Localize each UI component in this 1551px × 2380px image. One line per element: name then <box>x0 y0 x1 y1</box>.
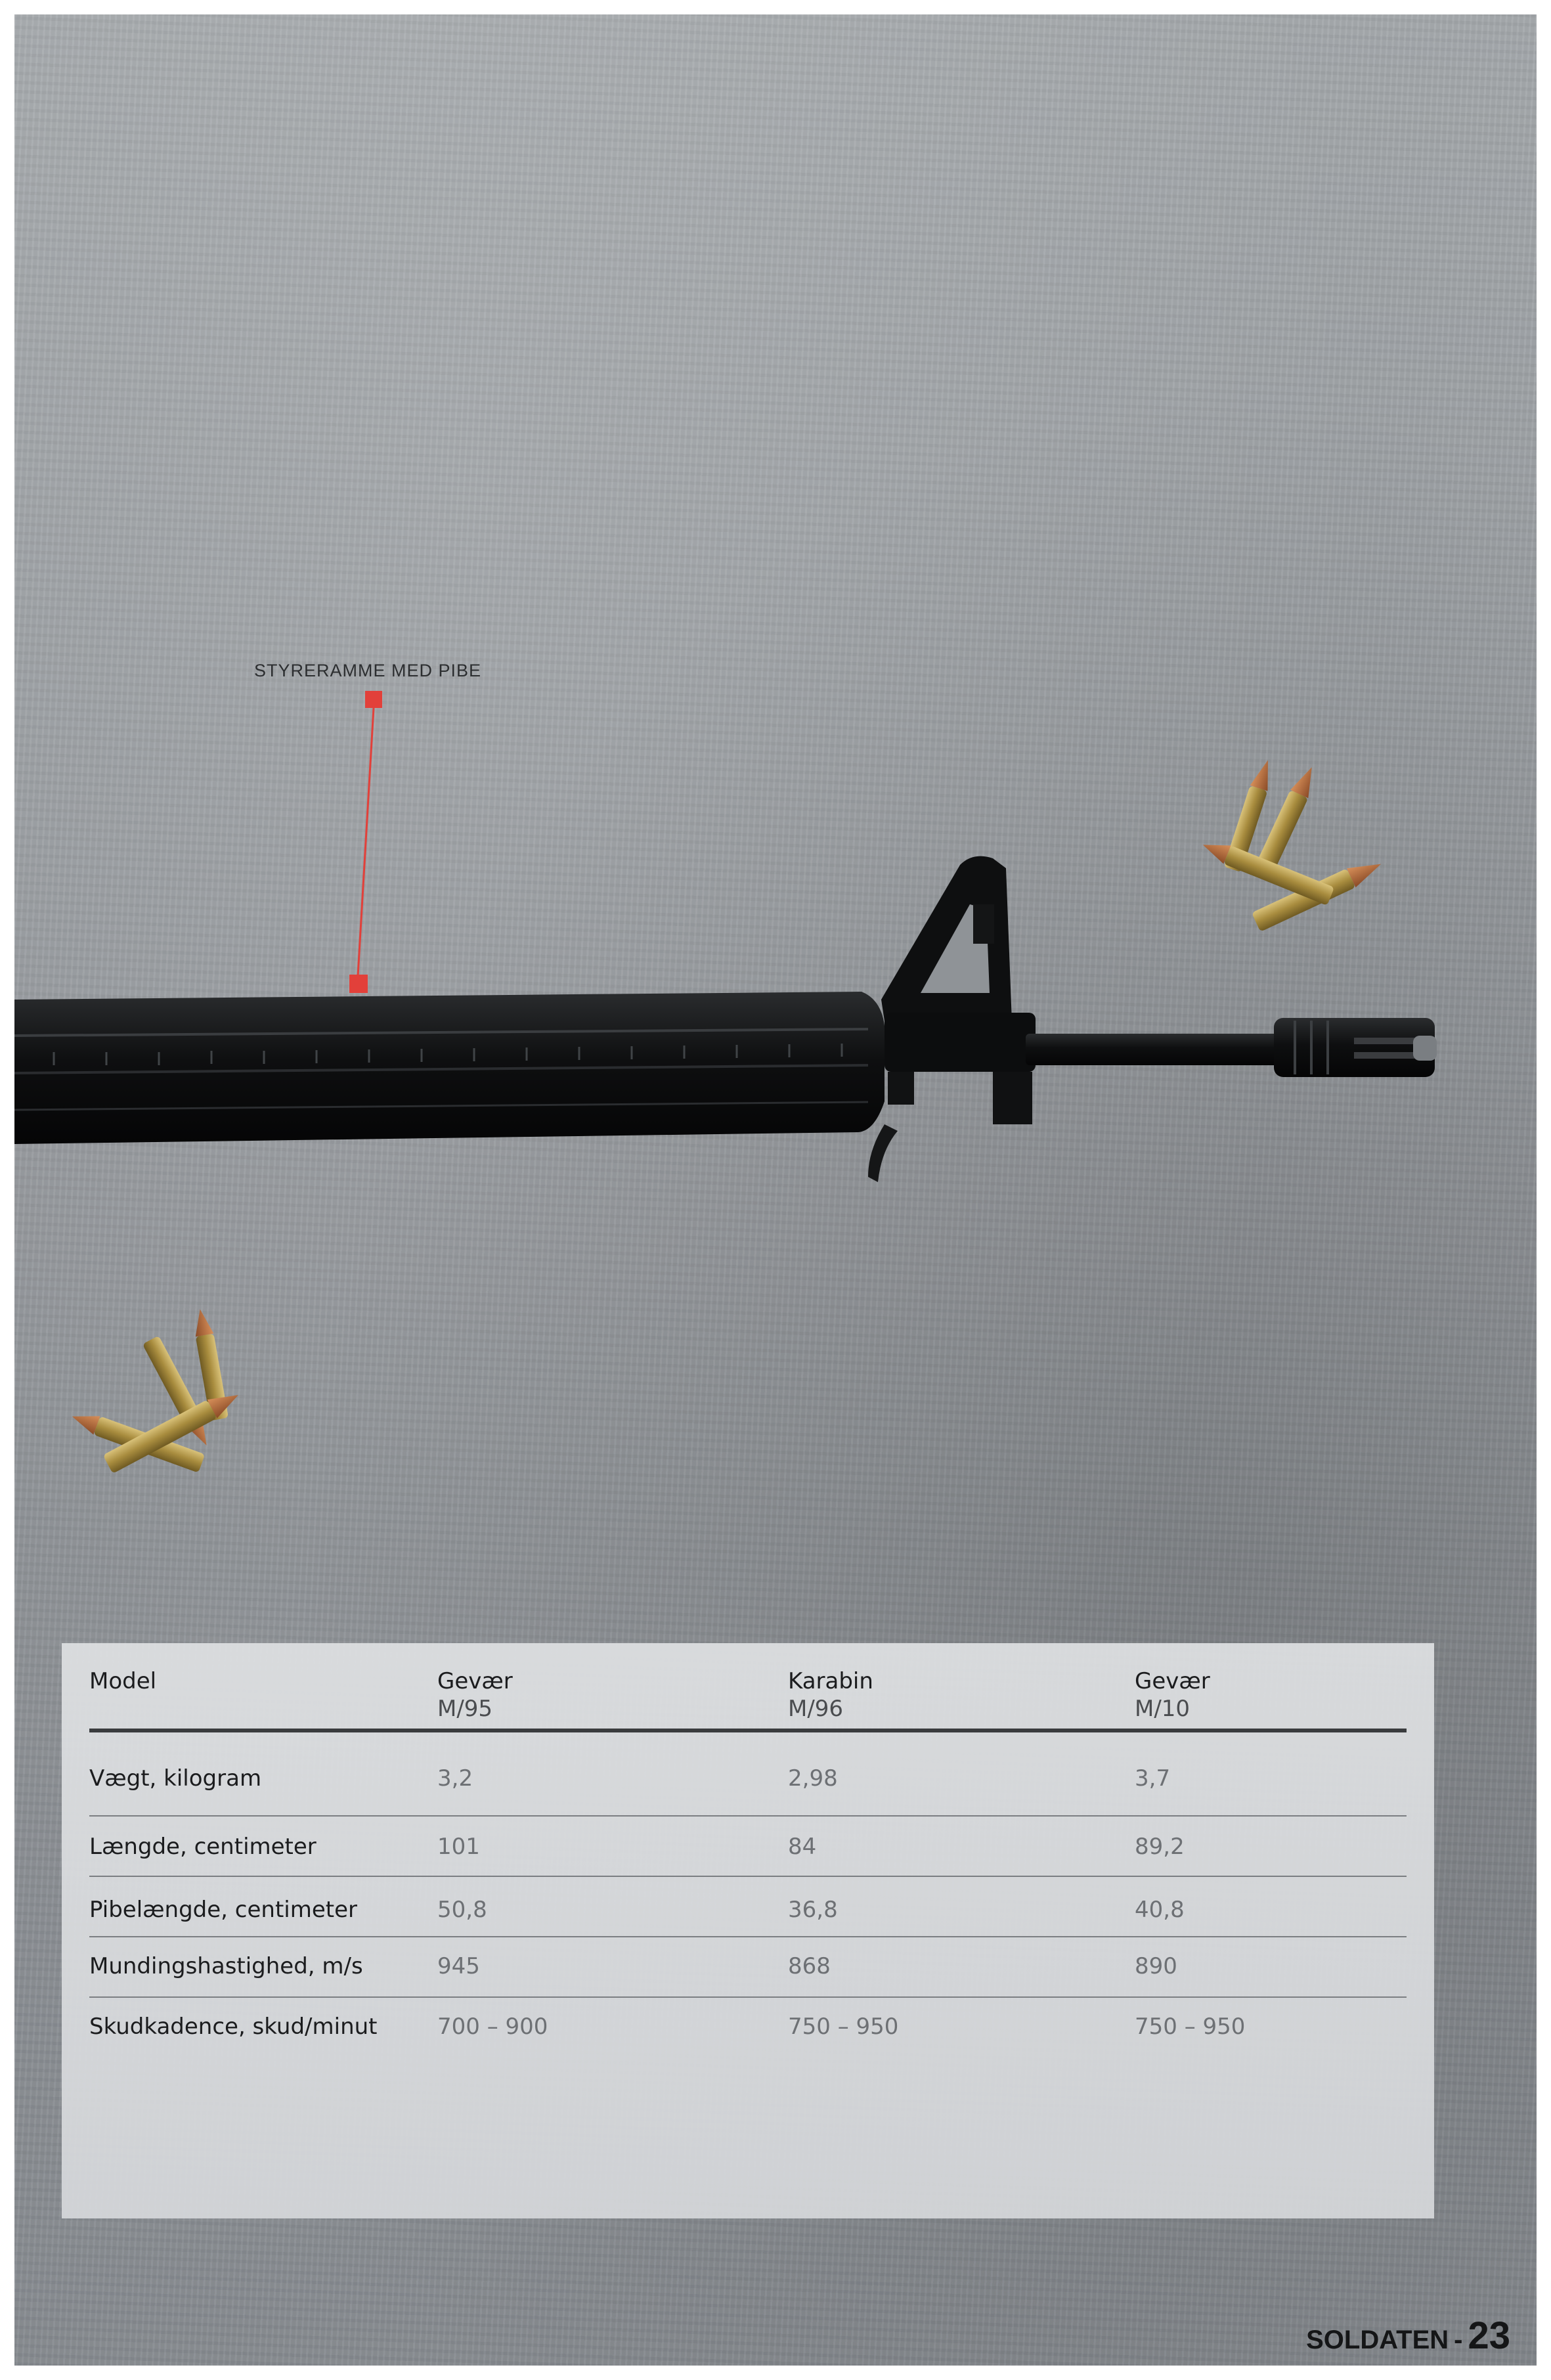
row-label: Længde, centimeter <box>89 1834 317 1860</box>
rifle-barrel <box>1026 1018 1437 1077</box>
table-row <box>89 1998 1407 2057</box>
page-number: 23 <box>1468 2314 1510 2357</box>
row-value: 868 <box>788 1953 831 1979</box>
ammo-cluster-right <box>1199 757 1386 932</box>
row-label: Skudkadence, skud/minut <box>89 2014 378 2040</box>
row-value: 101 <box>437 1834 480 1860</box>
magazine-page <box>14 14 1537 2366</box>
row-value: 700 – 900 <box>437 2014 548 2040</box>
callout-pointer <box>349 691 382 993</box>
row-value: 3,7 <box>1135 1765 1171 1792</box>
row-label: Pibelængde, centimeter <box>89 1897 357 1923</box>
row-value: 3,2 <box>437 1765 473 1792</box>
callout-label: STYRERAMME MED PIBE <box>254 661 482 680</box>
page-footer <box>1306 2314 1510 2358</box>
rifle-front-sight <box>868 856 1036 1182</box>
row-value: 40,8 <box>1135 1897 1185 1923</box>
row-value: 50,8 <box>437 1897 487 1923</box>
table-header <box>89 1668 1407 1732</box>
callout-line <box>358 708 374 976</box>
header-model: Model <box>89 1668 157 1694</box>
header-column-3: Gevær M/10 <box>1135 1668 1210 1722</box>
row-value: 890 <box>1135 1953 1177 1979</box>
table-row <box>89 1817 1407 1877</box>
row-label: Mundingshastighed, m/s <box>89 1953 363 1979</box>
row-label: Vægt, kilogram <box>89 1765 262 1792</box>
specs-table <box>62 1643 1434 2218</box>
row-value: 84 <box>788 1834 817 1860</box>
table-row <box>89 1877 1407 1937</box>
row-value: 36,8 <box>788 1897 838 1923</box>
callout-marker-bottom <box>349 975 368 993</box>
table-row <box>89 1756 1407 1817</box>
row-value: 750 – 950 <box>1135 2014 1246 2040</box>
publication-name: SOLDATEN <box>1306 2325 1449 2354</box>
row-value: 2,98 <box>788 1765 838 1792</box>
rifle-handguard <box>14 992 885 1144</box>
header-column-1: Gevær M/95 <box>437 1668 513 1722</box>
ammo-cluster-left <box>69 1308 244 1474</box>
row-value: 750 – 950 <box>788 2014 899 2040</box>
row-value: 89,2 <box>1135 1834 1185 1860</box>
header-column-2: Karabin M/96 <box>788 1668 873 1722</box>
callout-marker-top <box>365 691 382 708</box>
footer-separator: - <box>1454 2325 1463 2354</box>
table-row <box>89 1937 1407 1998</box>
row-value: 945 <box>437 1953 480 1979</box>
